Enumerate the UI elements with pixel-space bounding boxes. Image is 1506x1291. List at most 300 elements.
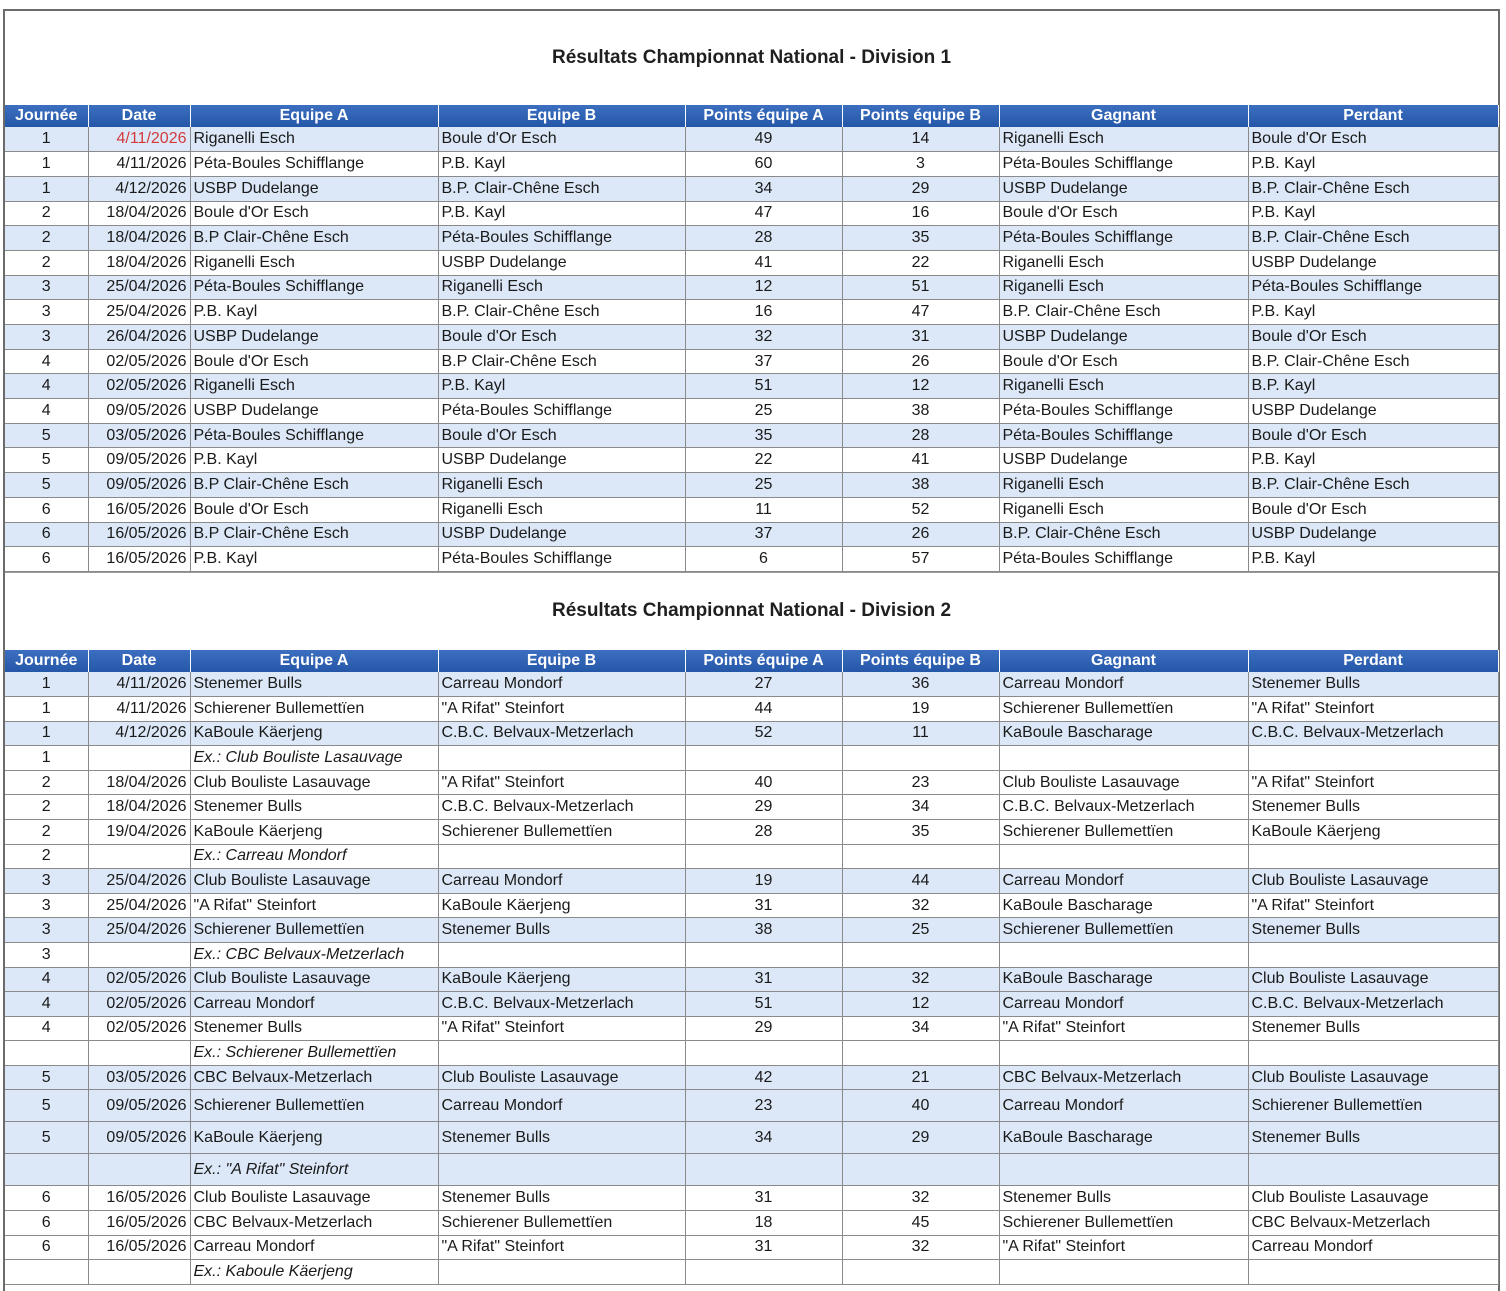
cell-equipe-b: [438, 942, 685, 967]
cell-perdant: Boule d'Or Esch: [1248, 423, 1498, 448]
cell-points-b: 44: [842, 869, 999, 894]
cell-gagnant: Péta-Boules Schifflange: [999, 152, 1248, 177]
cell-gagnant: Boule d'Or Esch: [999, 349, 1248, 374]
table-row: [5, 1016, 1498, 1041]
table-row: [5, 201, 1498, 226]
cell-equipe-b: Carreau Mondorf: [438, 869, 685, 894]
cell-gagnant: B.P. Clair-Chêne Esch: [999, 300, 1248, 325]
cell-gagnant: Club Bouliste Lasauvage: [999, 770, 1248, 795]
cell-date: 25/04/2026: [88, 893, 190, 918]
cell-gagnant: Schierener Bullemettïen: [999, 819, 1248, 844]
cell-equipe-b: B.P. Clair-Chêne Esch: [438, 300, 685, 325]
cell-equipe-a: Péta-Boules Schifflange: [190, 423, 438, 448]
cell-equipe-a: Ex.: Schierener Bullemettïen: [190, 1041, 438, 1066]
cell-points-a: 22: [685, 448, 842, 473]
cell-equipe-a: Stenemer Bulls: [190, 1016, 438, 1041]
cell-date: 4/11/2026: [88, 696, 190, 721]
cell-gagnant: "A Rifat" Steinfort: [999, 1016, 1248, 1041]
cell-points-b: [842, 746, 999, 771]
cell-journee: 4: [5, 967, 88, 992]
cell-journee: 2: [5, 250, 88, 275]
cell-perdant: [1248, 1041, 1498, 1066]
column-header-points-a: Points équipe A: [685, 650, 842, 672]
division2-table: [5, 650, 1499, 1285]
cell-journee: [5, 1154, 88, 1186]
cell-points-a: [685, 1154, 842, 1186]
cell-points-a: 12: [685, 275, 842, 300]
cell-points-b: [842, 942, 999, 967]
cell-equipe-b: "A Rifat" Steinfort: [438, 1016, 685, 1041]
cell-points-a: [685, 1260, 842, 1285]
table-row: [5, 869, 1498, 894]
cell-equipe-b: Carreau Mondorf: [438, 672, 685, 697]
cell-points-b: 35: [842, 226, 999, 251]
cell-equipe-a: Stenemer Bulls: [190, 672, 438, 697]
cell-journee: 6: [5, 1211, 88, 1236]
cell-points-a: 23: [685, 1090, 842, 1122]
cell-equipe-a: KaBoule Käerjeng: [190, 721, 438, 746]
cell-points-a: 37: [685, 349, 842, 374]
cell-date: 03/05/2026: [88, 423, 190, 448]
cell-points-a: 28: [685, 819, 842, 844]
cell-journee: 6: [5, 1186, 88, 1211]
cell-journee: [5, 1041, 88, 1066]
cell-perdant: P.B. Kayl: [1248, 547, 1498, 572]
cell-points-b: 38: [842, 399, 999, 424]
cell-journee: 4: [5, 349, 88, 374]
cell-journee: 1: [5, 746, 88, 771]
cell-gagnant: [999, 942, 1248, 967]
column-header-points-b: Points équipe B: [842, 650, 999, 672]
table-row: [5, 325, 1498, 350]
cell-date: 16/05/2026: [88, 497, 190, 522]
cell-gagnant: KaBoule Bascharage: [999, 1122, 1248, 1154]
cell-journee: 5: [5, 1090, 88, 1122]
cell-gagnant: [999, 1041, 1248, 1066]
cell-gagnant: Carreau Mondorf: [999, 1090, 1248, 1122]
cell-equipe-b: Boule d'Or Esch: [438, 127, 685, 152]
cell-equipe-a: CBC Belvaux-Metzerlach: [190, 1211, 438, 1236]
table-row: [5, 250, 1498, 275]
cell-points-b: [842, 844, 999, 869]
cell-equipe-b: C.B.C. Belvaux-Metzerlach: [438, 795, 685, 820]
cell-equipe-a: USBP Dudelange: [190, 399, 438, 424]
cell-equipe-b: Péta-Boules Schifflange: [438, 547, 685, 572]
table-row: [5, 522, 1498, 547]
cell-equipe-b: USBP Dudelange: [438, 250, 685, 275]
cell-gagnant: Schierener Bullemettïen: [999, 696, 1248, 721]
cell-equipe-a: B.P Clair-Chêne Esch: [190, 522, 438, 547]
cell-perdant: Stenemer Bulls: [1248, 795, 1498, 820]
cell-points-a: [685, 942, 842, 967]
cell-gagnant: Péta-Boules Schifflange: [999, 226, 1248, 251]
cell-date: 16/05/2026: [88, 1186, 190, 1211]
cell-equipe-b: Péta-Boules Schifflange: [438, 226, 685, 251]
cell-points-b: 36: [842, 672, 999, 697]
cell-journee: 5: [5, 423, 88, 448]
column-header-journee: Journée: [5, 650, 88, 672]
cell-date: 02/05/2026: [88, 967, 190, 992]
cell-gagnant: Boule d'Or Esch: [999, 201, 1248, 226]
cell-date: 25/04/2026: [88, 918, 190, 943]
cell-perdant: P.B. Kayl: [1248, 300, 1498, 325]
cell-equipe-b: Schierener Bullemettïen: [438, 819, 685, 844]
cell-date: [88, 942, 190, 967]
cell-journee: 2: [5, 226, 88, 251]
cell-equipe-b: Boule d'Or Esch: [438, 423, 685, 448]
cell-journee: 4: [5, 992, 88, 1017]
cell-equipe-a: Boule d'Or Esch: [190, 349, 438, 374]
cell-equipe-a: P.B. Kayl: [190, 300, 438, 325]
cell-points-b: 40: [842, 1090, 999, 1122]
cell-points-b: 34: [842, 795, 999, 820]
cell-date: 09/05/2026: [88, 448, 190, 473]
cell-points-a: 25: [685, 399, 842, 424]
cell-journee: 5: [5, 1122, 88, 1154]
cell-date: 16/05/2026: [88, 547, 190, 572]
cell-points-b: 12: [842, 374, 999, 399]
cell-equipe-b: C.B.C. Belvaux-Metzerlach: [438, 992, 685, 1017]
cell-points-b: 21: [842, 1065, 999, 1090]
cell-gagnant: USBP Dudelange: [999, 325, 1248, 350]
cell-equipe-b: [438, 1260, 685, 1285]
cell-perdant: Stenemer Bulls: [1248, 1122, 1498, 1154]
cell-gagnant: Carreau Mondorf: [999, 992, 1248, 1017]
cell-date: 16/05/2026: [88, 522, 190, 547]
cell-perdant: "A Rifat" Steinfort: [1248, 696, 1498, 721]
cell-points-a: 31: [685, 1186, 842, 1211]
cell-perdant: KaBoule Käerjeng: [1248, 819, 1498, 844]
cell-perdant: Club Bouliste Lasauvage: [1248, 869, 1498, 894]
cell-equipe-a: Carreau Mondorf: [190, 1235, 438, 1260]
cell-equipe-a: B.P Clair-Chêne Esch: [190, 473, 438, 498]
cell-journee: 1: [5, 152, 88, 177]
cell-points-a: 51: [685, 374, 842, 399]
cell-perdant: Boule d'Or Esch: [1248, 127, 1498, 152]
cell-journee: 5: [5, 448, 88, 473]
table-row: [5, 226, 1498, 251]
cell-gagnant: Carreau Mondorf: [999, 672, 1248, 697]
cell-equipe-a: Péta-Boules Schifflange: [190, 275, 438, 300]
cell-equipe-b: Stenemer Bulls: [438, 1186, 685, 1211]
cell-gagnant: Riganelli Esch: [999, 497, 1248, 522]
column-header-equipe-b: Equipe B: [438, 650, 685, 672]
cell-points-a: 42: [685, 1065, 842, 1090]
cell-points-b: [842, 1260, 999, 1285]
division1-title: Résultats Championnat National - Division 1: [551, 47, 952, 68]
cell-equipe-a: KaBoule Käerjeng: [190, 819, 438, 844]
cell-points-a: 51: [685, 992, 842, 1017]
cell-equipe-a: Ex.: Club Bouliste Lasauvage: [190, 746, 438, 771]
cell-date: 18/04/2026: [88, 226, 190, 251]
cell-perdant: B.P. Clair-Chêne Esch: [1248, 473, 1498, 498]
cell-journee: 2: [5, 819, 88, 844]
cell-journee: 1: [5, 127, 88, 152]
cell-perdant: "A Rifat" Steinfort: [1248, 893, 1498, 918]
cell-perdant: B.P. Clair-Chêne Esch: [1248, 349, 1498, 374]
cell-points-a: 11: [685, 497, 842, 522]
cell-equipe-b: B.P. Clair-Chêne Esch: [438, 176, 685, 201]
cell-points-b: 28: [842, 423, 999, 448]
cell-equipe-a: Schierener Bullemettïen: [190, 1090, 438, 1122]
table-row: [5, 721, 1498, 746]
cell-journee: 2: [5, 844, 88, 869]
column-header-equipe-a: Equipe A: [190, 105, 438, 127]
cell-date: 4/11/2026: [88, 127, 190, 152]
cell-journee: 1: [5, 696, 88, 721]
cell-equipe-b: Boule d'Or Esch: [438, 325, 685, 350]
table-row: [5, 448, 1498, 473]
cell-date: 09/05/2026: [88, 1090, 190, 1122]
cell-date: 4/12/2026: [88, 176, 190, 201]
table-row: [5, 473, 1498, 498]
table-row: [5, 672, 1498, 697]
cell-points-b: 23: [842, 770, 999, 795]
cell-gagnant: USBP Dudelange: [999, 448, 1248, 473]
table-row: [5, 1065, 1498, 1090]
column-header-points-a: Points équipe A: [685, 105, 842, 127]
cell-date: 02/05/2026: [88, 992, 190, 1017]
cell-points-a: 47: [685, 201, 842, 226]
cell-points-a: 52: [685, 721, 842, 746]
cell-equipe-b: USBP Dudelange: [438, 522, 685, 547]
cell-journee: 2: [5, 795, 88, 820]
cell-perdant: P.B. Kayl: [1248, 201, 1498, 226]
cell-equipe-a: Club Bouliste Lasauvage: [190, 770, 438, 795]
cell-points-b: 32: [842, 967, 999, 992]
cell-points-b: 11: [842, 721, 999, 746]
cell-journee: 2: [5, 770, 88, 795]
cell-points-a: 27: [685, 672, 842, 697]
division2-title: Résultats Championnat National - Division 2: [5, 572, 1498, 650]
cell-equipe-a: Boule d'Or Esch: [190, 497, 438, 522]
cell-equipe-b: [438, 844, 685, 869]
cell-equipe-a: Ex.: "A Rifat" Steinfort: [190, 1154, 438, 1186]
table-row: [5, 942, 1498, 967]
cell-equipe-b: Stenemer Bulls: [438, 918, 685, 943]
table-row: [5, 152, 1498, 177]
cell-points-a: 38: [685, 918, 842, 943]
table-row: [5, 547, 1498, 572]
cell-equipe-b: [438, 746, 685, 771]
cell-points-a: [685, 746, 842, 771]
cell-points-a: 32: [685, 325, 842, 350]
cell-equipe-b: [438, 1154, 685, 1186]
cell-journee: 3: [5, 325, 88, 350]
column-header-gagnant: Gagnant: [999, 650, 1248, 672]
cell-equipe-b: "A Rifat" Steinfort: [438, 770, 685, 795]
cell-points-b: 31: [842, 325, 999, 350]
cell-equipe-b: P.B. Kayl: [438, 152, 685, 177]
cell-gagnant: [999, 1260, 1248, 1285]
cell-date: 4/12/2026: [88, 721, 190, 746]
cell-points-b: 34: [842, 1016, 999, 1041]
table-row: [5, 1041, 1498, 1066]
cell-gagnant: Péta-Boules Schifflange: [999, 423, 1248, 448]
cell-points-b: 51: [842, 275, 999, 300]
cell-equipe-a: Riganelli Esch: [190, 374, 438, 399]
cell-gagnant: KaBoule Bascharage: [999, 893, 1248, 918]
cell-gagnant: USBP Dudelange: [999, 176, 1248, 201]
cell-points-b: 29: [842, 176, 999, 201]
cell-points-b: 45: [842, 1211, 999, 1236]
cell-points-a: 25: [685, 473, 842, 498]
cell-date: 09/05/2026: [88, 473, 190, 498]
table-row: [5, 992, 1498, 1017]
cell-perdant: Boule d'Or Esch: [1248, 497, 1498, 522]
table-row: [5, 696, 1498, 721]
cell-points-b: 32: [842, 1186, 999, 1211]
cell-points-b: 19: [842, 696, 999, 721]
cell-equipe-b: "A Rifat" Steinfort: [438, 1235, 685, 1260]
column-header-date: Date: [88, 105, 190, 127]
table-row: [5, 300, 1498, 325]
column-header-perdant: Perdant: [1248, 650, 1498, 672]
cell-date: [88, 1041, 190, 1066]
cell-points-b: 41: [842, 448, 999, 473]
cell-gagnant: [999, 746, 1248, 771]
table-row: [5, 275, 1498, 300]
cell-journee: 5: [5, 473, 88, 498]
cell-date: 25/04/2026: [88, 869, 190, 894]
cell-points-a: 40: [685, 770, 842, 795]
cell-date: [88, 746, 190, 771]
cell-perdant: [1248, 1260, 1498, 1285]
cell-gagnant: KaBoule Bascharage: [999, 721, 1248, 746]
cell-equipe-b: B.P Clair-Chêne Esch: [438, 349, 685, 374]
cell-journee: 6: [5, 522, 88, 547]
cell-gagnant: Riganelli Esch: [999, 127, 1248, 152]
table-row: [5, 795, 1498, 820]
cell-journee: [5, 1260, 88, 1285]
cell-points-a: [685, 844, 842, 869]
cell-perdant: [1248, 1154, 1498, 1186]
cell-journee: 1: [5, 176, 88, 201]
cell-equipe-b: Club Bouliste Lasauvage: [438, 1065, 685, 1090]
cell-points-a: 31: [685, 893, 842, 918]
cell-journee: 1: [5, 672, 88, 697]
cell-journee: 2: [5, 201, 88, 226]
cell-equipe-b: [438, 1041, 685, 1066]
cell-points-a: 19: [685, 869, 842, 894]
cell-journee: 3: [5, 869, 88, 894]
cell-gagnant: Riganelli Esch: [999, 275, 1248, 300]
cell-equipe-a: KaBoule Käerjeng: [190, 1122, 438, 1154]
cell-date: 16/05/2026: [88, 1211, 190, 1236]
cell-date: 18/04/2026: [88, 201, 190, 226]
cell-equipe-a: Schierener Bullemettïen: [190, 696, 438, 721]
cell-equipe-b: P.B. Kayl: [438, 374, 685, 399]
cell-equipe-a: P.B. Kayl: [190, 448, 438, 473]
cell-journee: 6: [5, 547, 88, 572]
cell-points-b: 57: [842, 547, 999, 572]
cell-points-a: 41: [685, 250, 842, 275]
cell-equipe-b: Schierener Bullemettïen: [438, 1211, 685, 1236]
cell-equipe-a: P.B. Kayl: [190, 547, 438, 572]
table-row: [5, 497, 1498, 522]
cell-equipe-b: Carreau Mondorf: [438, 1090, 685, 1122]
cell-points-a: 6: [685, 547, 842, 572]
cell-equipe-b: Stenemer Bulls: [438, 1122, 685, 1154]
cell-perdant: Stenemer Bulls: [1248, 1016, 1498, 1041]
cell-journee: 3: [5, 893, 88, 918]
table-row: [5, 349, 1498, 374]
table-row: [5, 1186, 1498, 1211]
cell-gagnant: Stenemer Bulls: [999, 1186, 1248, 1211]
table-row: [5, 967, 1498, 992]
cell-equipe-a: Riganelli Esch: [190, 250, 438, 275]
table-row: [5, 374, 1498, 399]
cell-perdant: Péta-Boules Schifflange: [1248, 275, 1498, 300]
cell-equipe-a: "A Rifat" Steinfort: [190, 893, 438, 918]
table-row: [5, 1090, 1498, 1122]
cell-perdant: CBC Belvaux-Metzerlach: [1248, 1211, 1498, 1236]
cell-equipe-b: P.B. Kayl: [438, 201, 685, 226]
cell-gagnant: C.B.C. Belvaux-Metzerlach: [999, 795, 1248, 820]
cell-points-b: 29: [842, 1122, 999, 1154]
cell-perdant: B.P. Clair-Chêne Esch: [1248, 176, 1498, 201]
cell-points-b: 25: [842, 918, 999, 943]
cell-gagnant: "A Rifat" Steinfort: [999, 1235, 1248, 1260]
cell-perdant: [1248, 746, 1498, 771]
table-row: [5, 746, 1498, 771]
table-row: [5, 1235, 1498, 1260]
cell-gagnant: Péta-Boules Schifflange: [999, 399, 1248, 424]
cell-perdant: [1248, 844, 1498, 869]
cell-journee: 3: [5, 942, 88, 967]
table-row: [5, 770, 1498, 795]
cell-gagnant: B.P. Clair-Chêne Esch: [999, 522, 1248, 547]
cell-points-a: 31: [685, 1235, 842, 1260]
cell-perdant: Carreau Mondorf: [1248, 1235, 1498, 1260]
cell-gagnant: Riganelli Esch: [999, 374, 1248, 399]
cell-date: 02/05/2026: [88, 374, 190, 399]
cell-perdant: [1248, 942, 1498, 967]
cell-date: [88, 1260, 190, 1285]
column-header-gagnant: Gagnant: [999, 105, 1248, 127]
cell-journee: 1: [5, 721, 88, 746]
cell-equipe-b: Riganelli Esch: [438, 275, 685, 300]
cell-points-b: 35: [842, 819, 999, 844]
cell-equipe-a: CBC Belvaux-Metzerlach: [190, 1065, 438, 1090]
cell-journee: 3: [5, 918, 88, 943]
cell-equipe-a: USBP Dudelange: [190, 325, 438, 350]
cell-points-a: 44: [685, 696, 842, 721]
cell-journee: 3: [5, 275, 88, 300]
cell-gagnant: Carreau Mondorf: [999, 869, 1248, 894]
cell-date: 18/04/2026: [88, 795, 190, 820]
cell-points-a: 18: [685, 1211, 842, 1236]
column-header-points-b: Points équipe B: [842, 105, 999, 127]
cell-equipe-b: USBP Dudelange: [438, 448, 685, 473]
table-row: [5, 844, 1498, 869]
cell-perdant: USBP Dudelange: [1248, 250, 1498, 275]
table-row: [5, 893, 1498, 918]
cell-equipe-a: Carreau Mondorf: [190, 992, 438, 1017]
cell-points-b: 3: [842, 152, 999, 177]
table-row: [5, 127, 1498, 152]
cell-gagnant: Schierener Bullemettïen: [999, 918, 1248, 943]
cell-points-b: [842, 1041, 999, 1066]
cell-journee: 4: [5, 399, 88, 424]
cell-equipe-b: Riganelli Esch: [438, 497, 685, 522]
cell-date: 09/05/2026: [88, 1122, 190, 1154]
cell-date: 18/04/2026: [88, 770, 190, 795]
cell-points-a: 35: [685, 423, 842, 448]
cell-perdant: USBP Dudelange: [1248, 522, 1498, 547]
cell-points-b: [842, 1154, 999, 1186]
division1-header-row: [5, 105, 1498, 127]
